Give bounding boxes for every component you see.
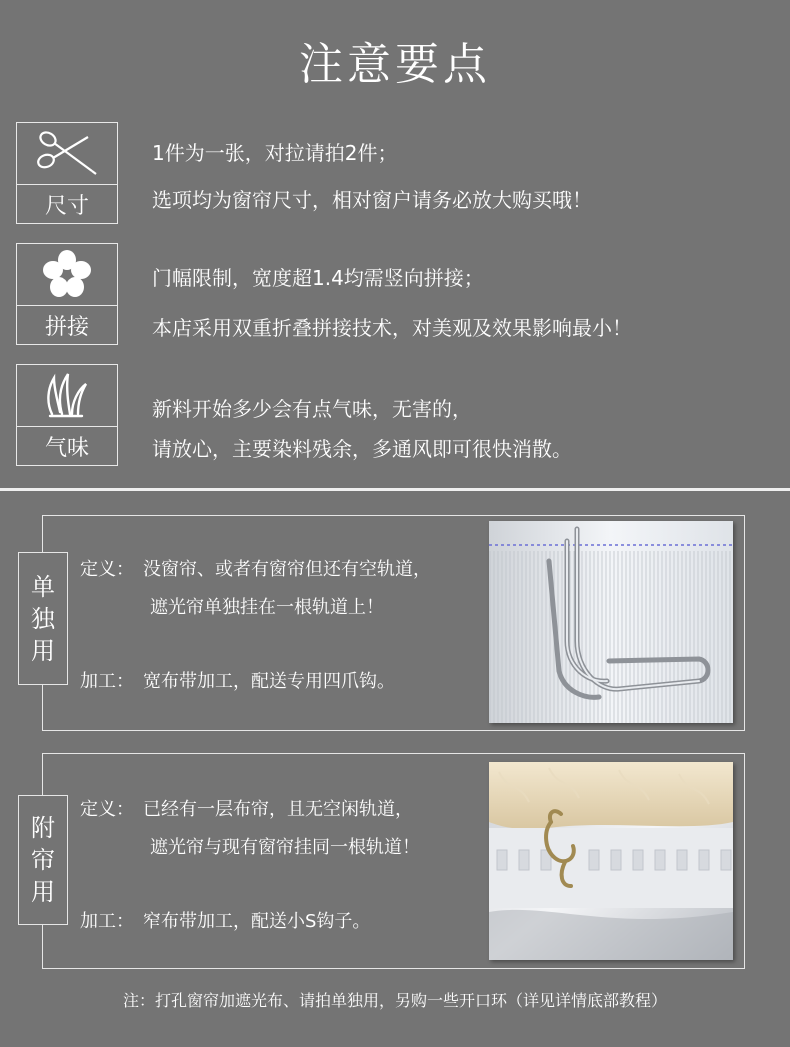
standalone-tag-char-2: 独 xyxy=(31,604,55,633)
odor-icon-box xyxy=(16,364,118,466)
size-note-line-1: 1件为一张，对拉请拍2件； xyxy=(152,141,398,165)
attached-definition-line-2: 遮光帘与现有窗帘挂同一根轨道！ xyxy=(150,837,420,858)
flower-icon xyxy=(42,249,92,299)
splice-icon-box xyxy=(16,243,118,345)
four-claw-hook-photo xyxy=(489,521,733,723)
splice-label: 拼接 xyxy=(17,305,117,344)
attached-tag-char-3: 用 xyxy=(31,878,55,906)
size-label: 尺寸 xyxy=(17,184,117,223)
standalone-tag xyxy=(18,552,68,685)
footer-note: 注：打孔窗帘加遮光布、请拍单独用，另购一些开口环（详见详情底部教程） xyxy=(122,991,667,1010)
size-icon-box xyxy=(16,122,118,224)
standalone-tag-char-1: 单 xyxy=(31,572,55,601)
scissors-icon xyxy=(36,127,98,179)
standalone-tag-char-3: 用 xyxy=(31,636,55,665)
leaf-icon xyxy=(42,370,92,420)
standalone-definition-line-2: 遮光帘单独挂在一根轨道上！ xyxy=(150,597,384,618)
size-note-line-2: 选项均为窗帘尺寸，相对窗户请务必放大购买哦！ xyxy=(152,188,592,212)
attached-tag xyxy=(18,795,68,925)
standalone-definition-label: 定义： xyxy=(80,559,134,580)
odor-label: 气味 xyxy=(17,426,117,465)
attached-tag-char-2: 帘 xyxy=(31,846,55,874)
splice-note-line-1: 门幅限制，宽度超1.4均需竖向拼接； xyxy=(152,266,484,290)
splice-note-line-2: 本店采用双重折叠拼接技术，对美观及效果影响最小！ xyxy=(152,316,632,340)
attached-definition-label: 定义： xyxy=(80,799,134,820)
attached-process-text: 窄布带加工，配送小S钩子。 xyxy=(143,911,371,932)
standalone-process-text: 宽布带加工，配送专用四爪钩。 xyxy=(143,671,395,692)
standalone-process-label: 加工： xyxy=(80,671,134,692)
odor-note-line-1: 新料开始多少会有点气味，无害的， xyxy=(152,397,472,421)
s-hook-photo xyxy=(489,762,733,960)
odor-note-line-2: 请放心，主要染料残余，多通风即可很快消散。 xyxy=(152,437,572,461)
standalone-definition-line-1: 没窗帘、或者有窗帘但还有空轨道， xyxy=(143,559,431,580)
section-divider xyxy=(0,488,790,491)
attached-process-label: 加工： xyxy=(80,911,134,932)
attached-tag-char-1: 附 xyxy=(31,814,55,842)
page-title: 注意要点 xyxy=(299,39,491,90)
attached-definition-line-1: 已经有一层布帘，且无空闲轨道， xyxy=(143,799,413,820)
